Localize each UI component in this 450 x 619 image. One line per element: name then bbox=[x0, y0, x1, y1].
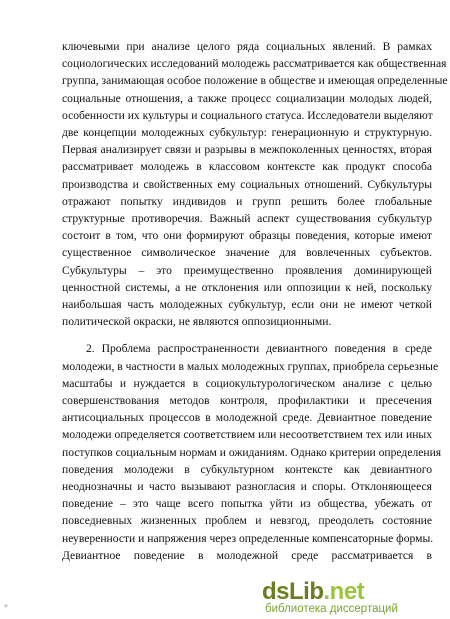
text-line: структурные противоречия. Важный аспект существования субкультур bbox=[62, 212, 432, 226]
text-line: поведения молодежи в субкультурном контексте как девиантного bbox=[62, 462, 432, 476]
text-line: неуверенности и напряжения через определенные компенсаторные формы. bbox=[62, 531, 434, 545]
text-line: совершенствования методов контроля, профилактики и пресечения bbox=[62, 394, 432, 408]
text-line: наибольшая часть молодежных субкультур, если они не имеют четкой bbox=[62, 298, 432, 312]
watermark-subtitle: библиотека диссертаций bbox=[265, 603, 398, 615]
text-line: повседневных жизненных проблем и невзгод, преодолеть состояние bbox=[62, 514, 432, 528]
paragraph-2 bbox=[62, 340, 442, 564]
text-line: социологических исследований молодежь рассматривается как общественная bbox=[62, 57, 447, 71]
text-line: социальные отношения, а также процесс социализации молодых людей, bbox=[62, 91, 432, 105]
text-line: молодежи определяется соответствием или несоответствием тех или иных bbox=[62, 428, 432, 442]
text-line: ключевыми при анализе целого ряда социальных явлений. В рамках bbox=[62, 40, 432, 53]
text-line: политической окраски, не являются оппозиционными. bbox=[62, 315, 332, 329]
text-line: существенное символическое значение для вовлеченных субъектов. bbox=[62, 246, 432, 260]
text-line: неоднозначны и часто вызывают разногласия и споры. Отклоняющееся bbox=[62, 480, 432, 494]
text-line: молодежи, в частности в малых молодежных группах, приобрела серьезные bbox=[62, 359, 439, 373]
text-line: Субкультуры – это преимущественно проявления доминирующей bbox=[62, 263, 432, 277]
text-line: Девиантное поведение в молодежной среде рассматривается в bbox=[62, 548, 432, 562]
watermark bbox=[262, 578, 450, 616]
margin-mark: » bbox=[4, 601, 8, 610]
text-line: особенности их культуры и социального статуса. Исследователи выделяют bbox=[62, 108, 433, 122]
text-line: рассматривает молодежь в классовом контексте как продукт способа bbox=[62, 160, 432, 174]
watermark-logo-part1: dsLib bbox=[262, 578, 324, 605]
text-line: поведение – это чаще всего попытка уйти из общества, убежать от bbox=[62, 497, 432, 511]
paragraph-gap bbox=[62, 330, 432, 340]
text-line: 2. Проблема распространенности девиантного поведения в среде bbox=[86, 342, 432, 356]
text-line: отражают попытку индивидов и групп решить более глобальные bbox=[62, 194, 432, 208]
text-line: Первая анализирует связи и разрывы в межпоколенных ценностях, вторая bbox=[62, 143, 432, 157]
text-line: состоит в том, что они формируют образцы поведения, которые имеют bbox=[62, 229, 432, 243]
text-line: ценностной системы, а не отклонения или оппозиции к ней, поскольку bbox=[62, 280, 432, 294]
watermark-logo-part2: .net bbox=[323, 578, 365, 605]
text-line: антисоциальных процессов в молодежной среде. Девиантное поведение bbox=[62, 411, 432, 425]
text-line: поступков социальным нормам и ожиданиям. Однако критерии определения bbox=[62, 445, 442, 459]
document-body bbox=[62, 38, 448, 564]
watermark-logo bbox=[262, 578, 364, 606]
text-line: две концепции молодежных субкультур: генерационную и структурную. bbox=[62, 126, 432, 140]
text-line: производства и свойственных ему социальных отношений. Субкультуры bbox=[62, 177, 432, 191]
text-line: масштабы и нуждается в социокультурологическом анализе с целью bbox=[62, 376, 432, 390]
paragraph-1 bbox=[62, 38, 448, 330]
text-line: группа, занимающая особое положение в обществе и имеющая определенные bbox=[62, 74, 448, 88]
